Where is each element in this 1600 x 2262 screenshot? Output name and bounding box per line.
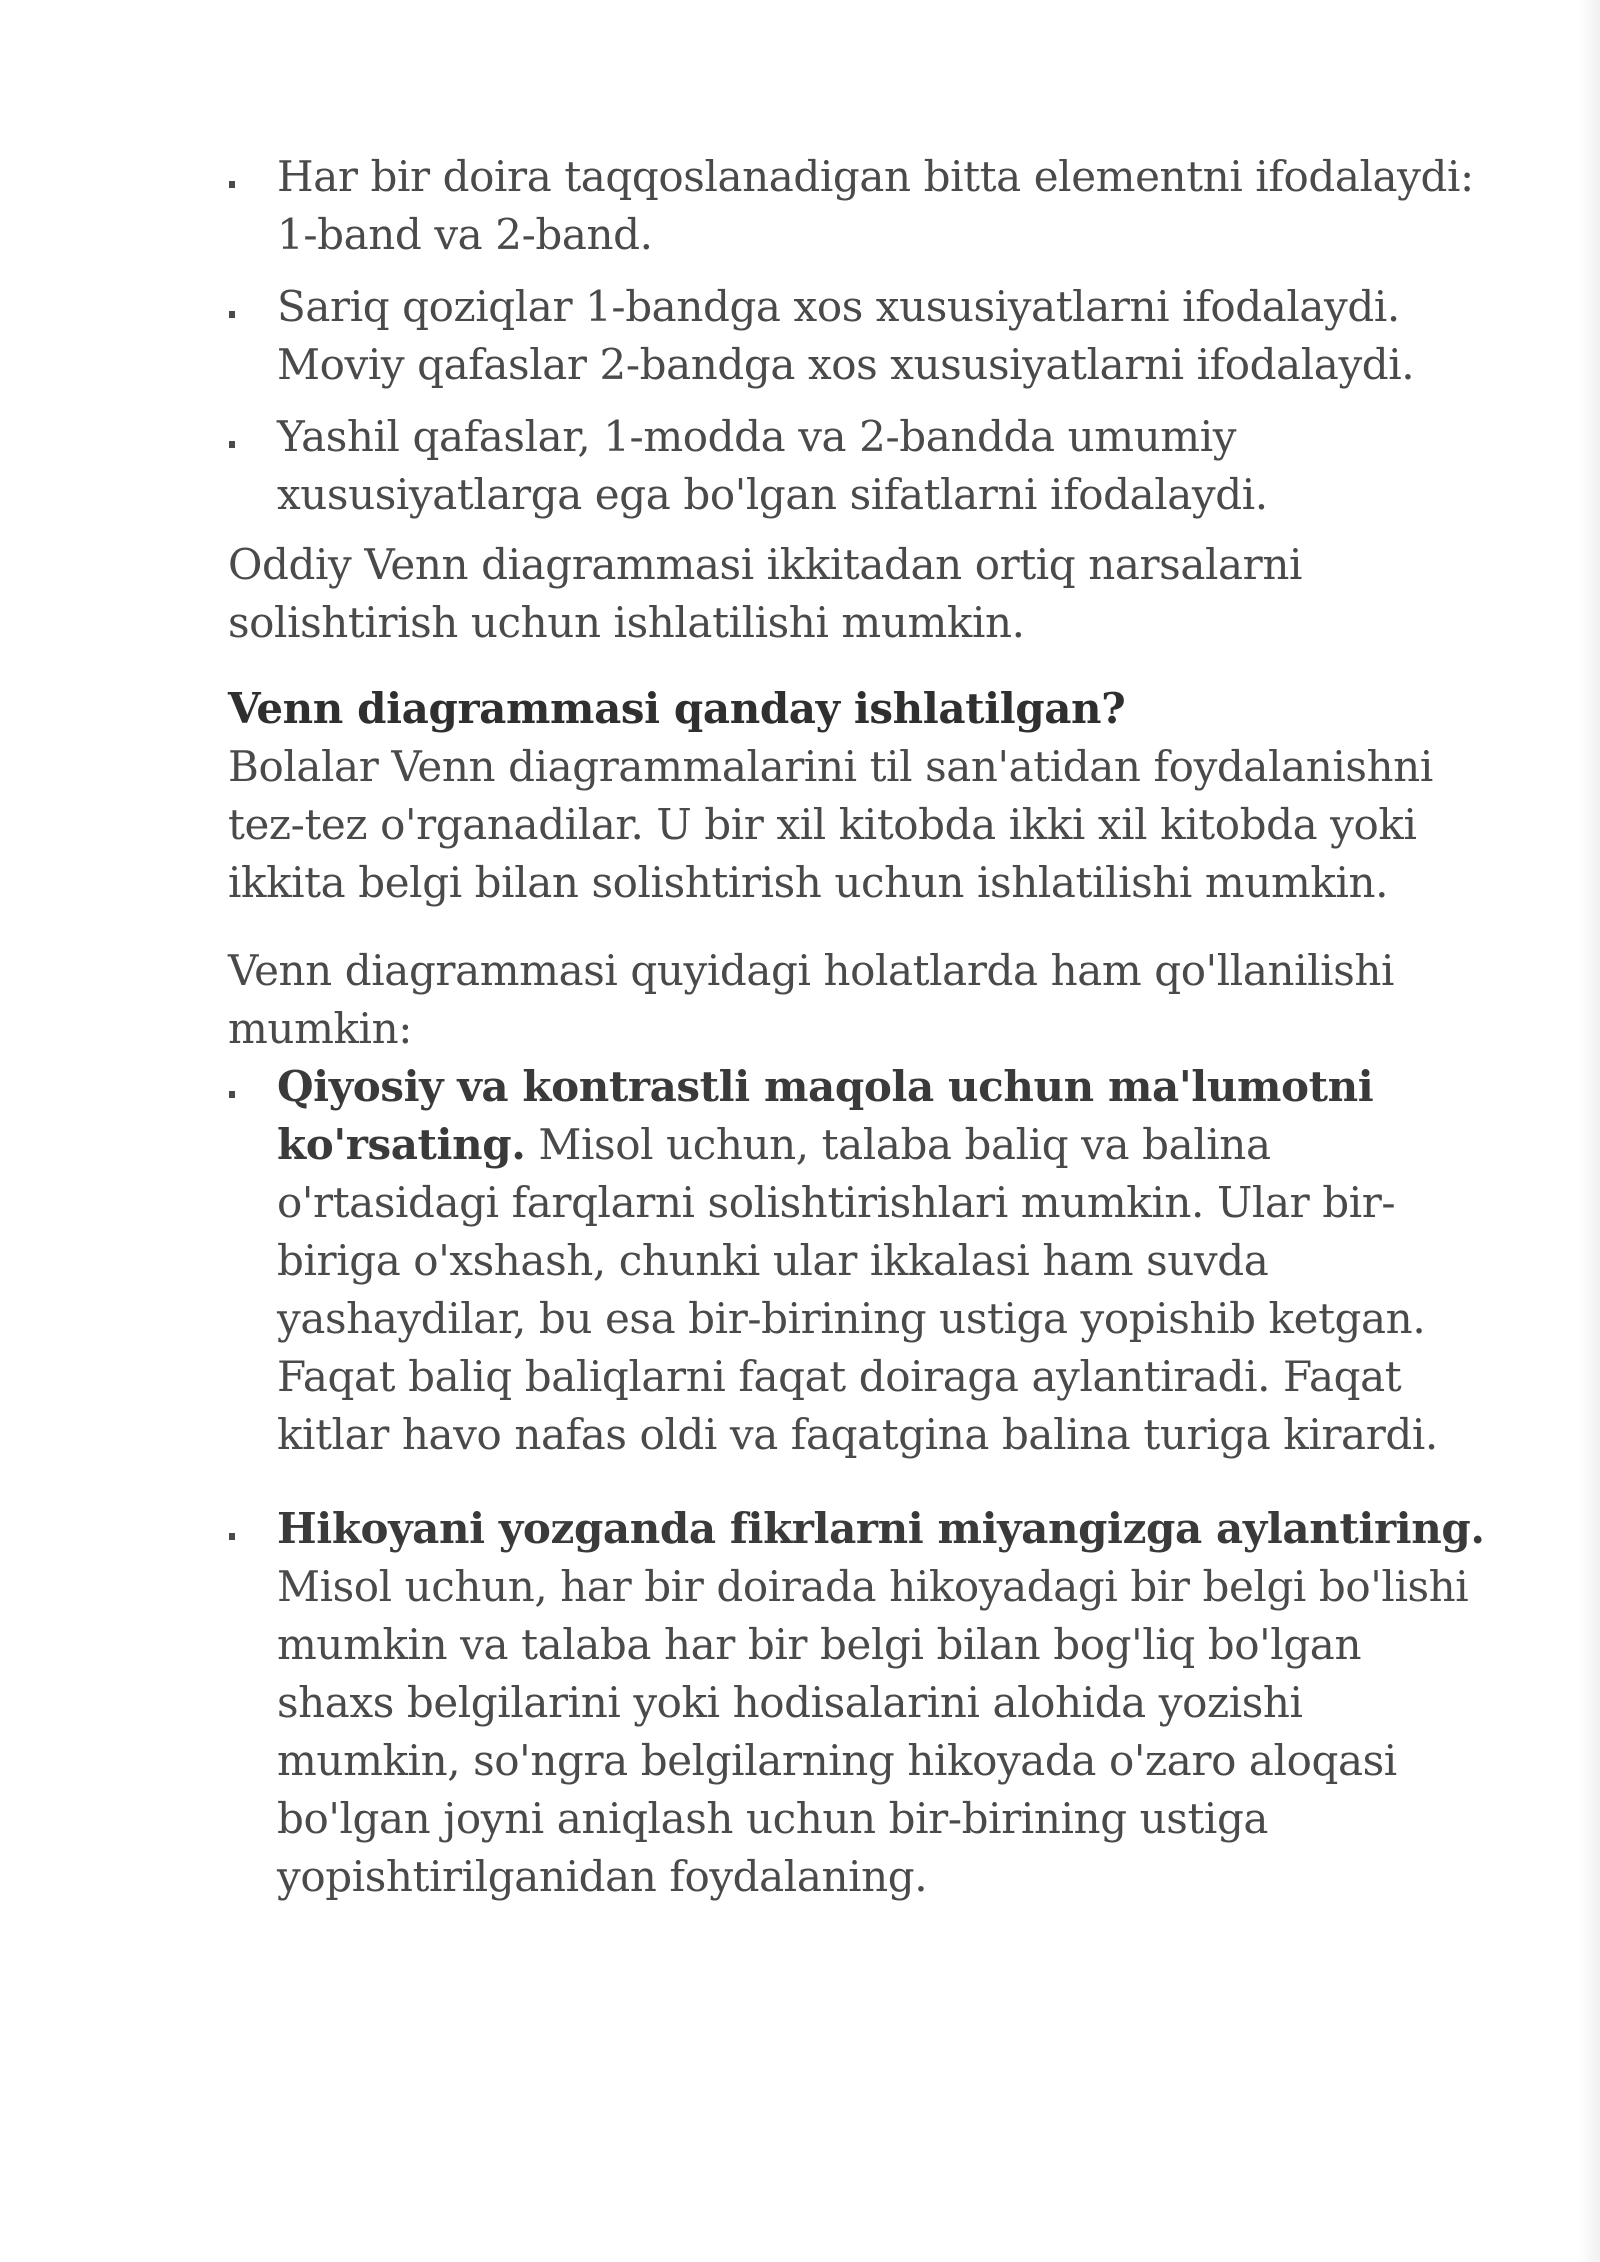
list-item-bold-lead: Hikoyani yozganda fikrlarni miyangizga aylantiring. — [277, 1504, 1485, 1553]
paragraph-intro: Bolalar Venn diagrammalarini til san'atidan foydalanishni tez-tez o'rganadilar. U bir xil kitobda ikki xil kitobda yoki ikkita belgi bilan solishtirish uchun ishlatilishi mumkin. — [228, 742, 1433, 907]
list-item-bold-lead: Qiyosiy va kontrastli maqola uchun ma'lumotni ko'rsating. — [277, 1062, 1374, 1169]
list-item-text: Misol uchun, har bir doirada hikoyadagi bir belgi bo'lishi mumkin va talaba har bir belgi bilan bog'liq bo'lgan shaxs belgilarini yoki hodisalarini alohida yozishi mumkin, so'ngra belgilarning hikoyada o'zaro aloqasi bo'lgan joyni aniqlash uchun bir-birining ustiga yopishtirilganidan foydalaning. — [277, 1562, 1469, 1901]
square-bullet-icon — [229, 441, 235, 448]
list-item-text: Yashil qafaslar, 1-modda va 2-bandda umumiy xususiyatlarga ega bo'lgan sifatlarni ifodalaydi. — [277, 412, 1268, 519]
list-item — [228, 148, 1488, 264]
list-item — [228, 1058, 1488, 1464]
usage-list — [228, 1058, 1488, 1906]
page-edge-shadow — [1578, 0, 1600, 2262]
list-item-text: Misol uchun, talaba baliq va balina o'rtasidagi farqlarni solishtirishlari mumkin. Ular bir-biriga o'xshash, chunki ular ikkalasi ham suvda yashaydilar, bu esa bir-birining ustiga yopishib ketgan. Faqat baliq baliqlarni faqat doiraga aylantiradi. Faqat kitlar havo nafas oldi va faqatgina balina turiga kirardi. — [277, 1120, 1438, 1459]
square-bullet-icon — [229, 1533, 235, 1540]
square-bullet-icon — [229, 181, 235, 188]
section-heading: Venn diagrammasi qanday ishlatilgan? — [228, 684, 1126, 733]
list-item-text: Har bir doira taqqoslanadigan bitta elementni ifodalaydi: 1-band va 2-band. — [277, 152, 1474, 259]
properties-list — [228, 148, 1488, 524]
square-bullet-icon — [229, 311, 235, 318]
list-item — [228, 278, 1488, 394]
paragraph-simple-venn: Oddiy Venn diagrammasi ikkitadan ortiq narsalarni solishtirish uchun ishlatilishi mumkin. — [228, 540, 1302, 647]
list-item — [228, 408, 1488, 524]
list-item-text: Sariq qoziqlar 1-bandga xos xususiyatlarni ifodalaydi. Moviy qafaslar 2-bandga xos xususiyatlarni ifodalaydi. — [277, 282, 1415, 389]
square-bullet-icon — [229, 1091, 235, 1098]
list-item — [228, 1500, 1488, 1906]
paragraph-lead: Venn diagrammasi quyidagi holatlarda ham qo'llanilishi mumkin: — [228, 946, 1395, 1053]
document-body — [228, 148, 1488, 1906]
